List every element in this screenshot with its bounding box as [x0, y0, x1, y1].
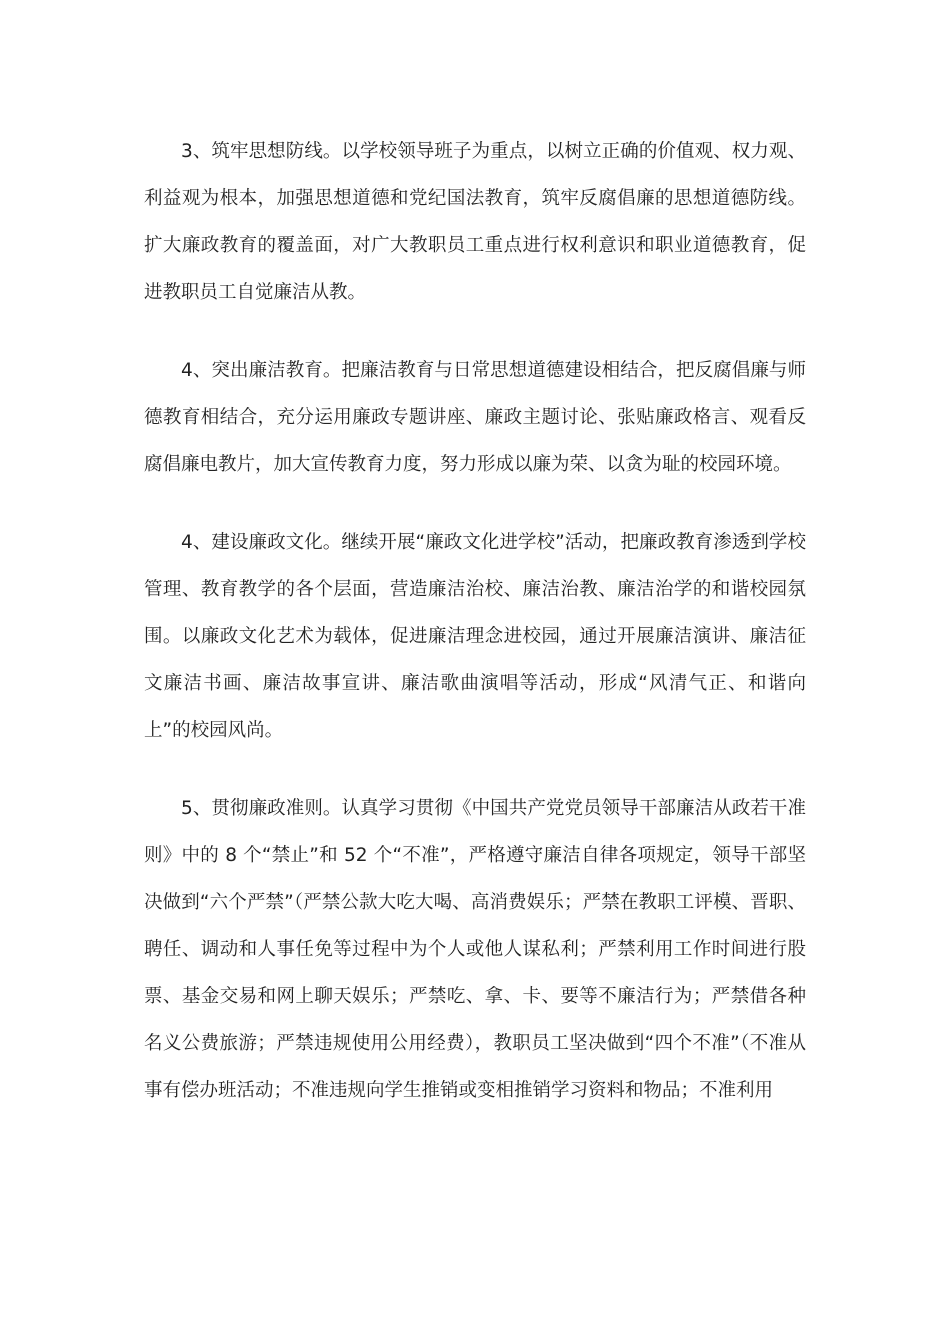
paragraph-implement-integrity-rules: 5、贯彻廉政准则。认真学习贯彻《中国共产党党员领导干部廉洁从政若干准则》中的 8 个“禁止”和 52 个“不准”，严格遵守廉洁自律各项规定，领导干部坚决做到“六个严禁”（严禁公款大吃大喝、高消费娱乐；严禁在教职工评模、晋职、聘任、调动和人事任免等过程中为个人或他人谋私利；严禁利用工作时间进行股票、基金交易和网上聊天娱乐；严禁吃、拿、卡、要等不廉洁行为；严禁借各种名义公费旅游；严禁违规使用公用经费），教职员工坚决做到“四个不准”（不准从事有偿办班活动；不准违规向学生推销或变相推销学习资料和物品；不准利用 — [144, 798, 806, 1101]
paragraph-strengthen-ideological-defense: 3、筑牢思想防线。以学校领导班子为重点，以树立正确的价值观、权力观、利益观为根本，加强思想道德和党纪国法教育，筑牢反腐倡廉的思想道德防线。扩大廉政教育的覆盖面，对广大教职员工重点进行权利意识和职业道德教育，促进教职员工自觉廉洁从教。 — [144, 141, 806, 303]
document-body — [144, 128, 806, 1114]
paragraph-build-integrity-culture: 4、建设廉政文化。继续开展“廉政文化进学校”活动，把廉政教育渗透到学校管理、教育教学的各个层面，营造廉洁治校、廉洁治教、廉洁治学的和谐校园氛围。以廉政文化艺术为载体，促进廉洁理念进校园，通过开展廉洁演讲、廉洁征文廉洁书画、廉洁故事宣讲、廉洁歌曲演唱等活动，形成“风清气正、和谐向上”的校园风尚。 — [144, 532, 806, 741]
paragraph-highlight-integrity-education: 4、突出廉洁教育。把廉洁教育与日常思想道德建设相结合，把反腐倡廉与师德教育相结合，充分运用廉政专题讲座、廉政主题讨论、张贴廉政格言、观看反腐倡廉电教片，加大宣传教育力度，努力形成以廉为荣、以贪为耻的校园环境。 — [144, 360, 806, 475]
